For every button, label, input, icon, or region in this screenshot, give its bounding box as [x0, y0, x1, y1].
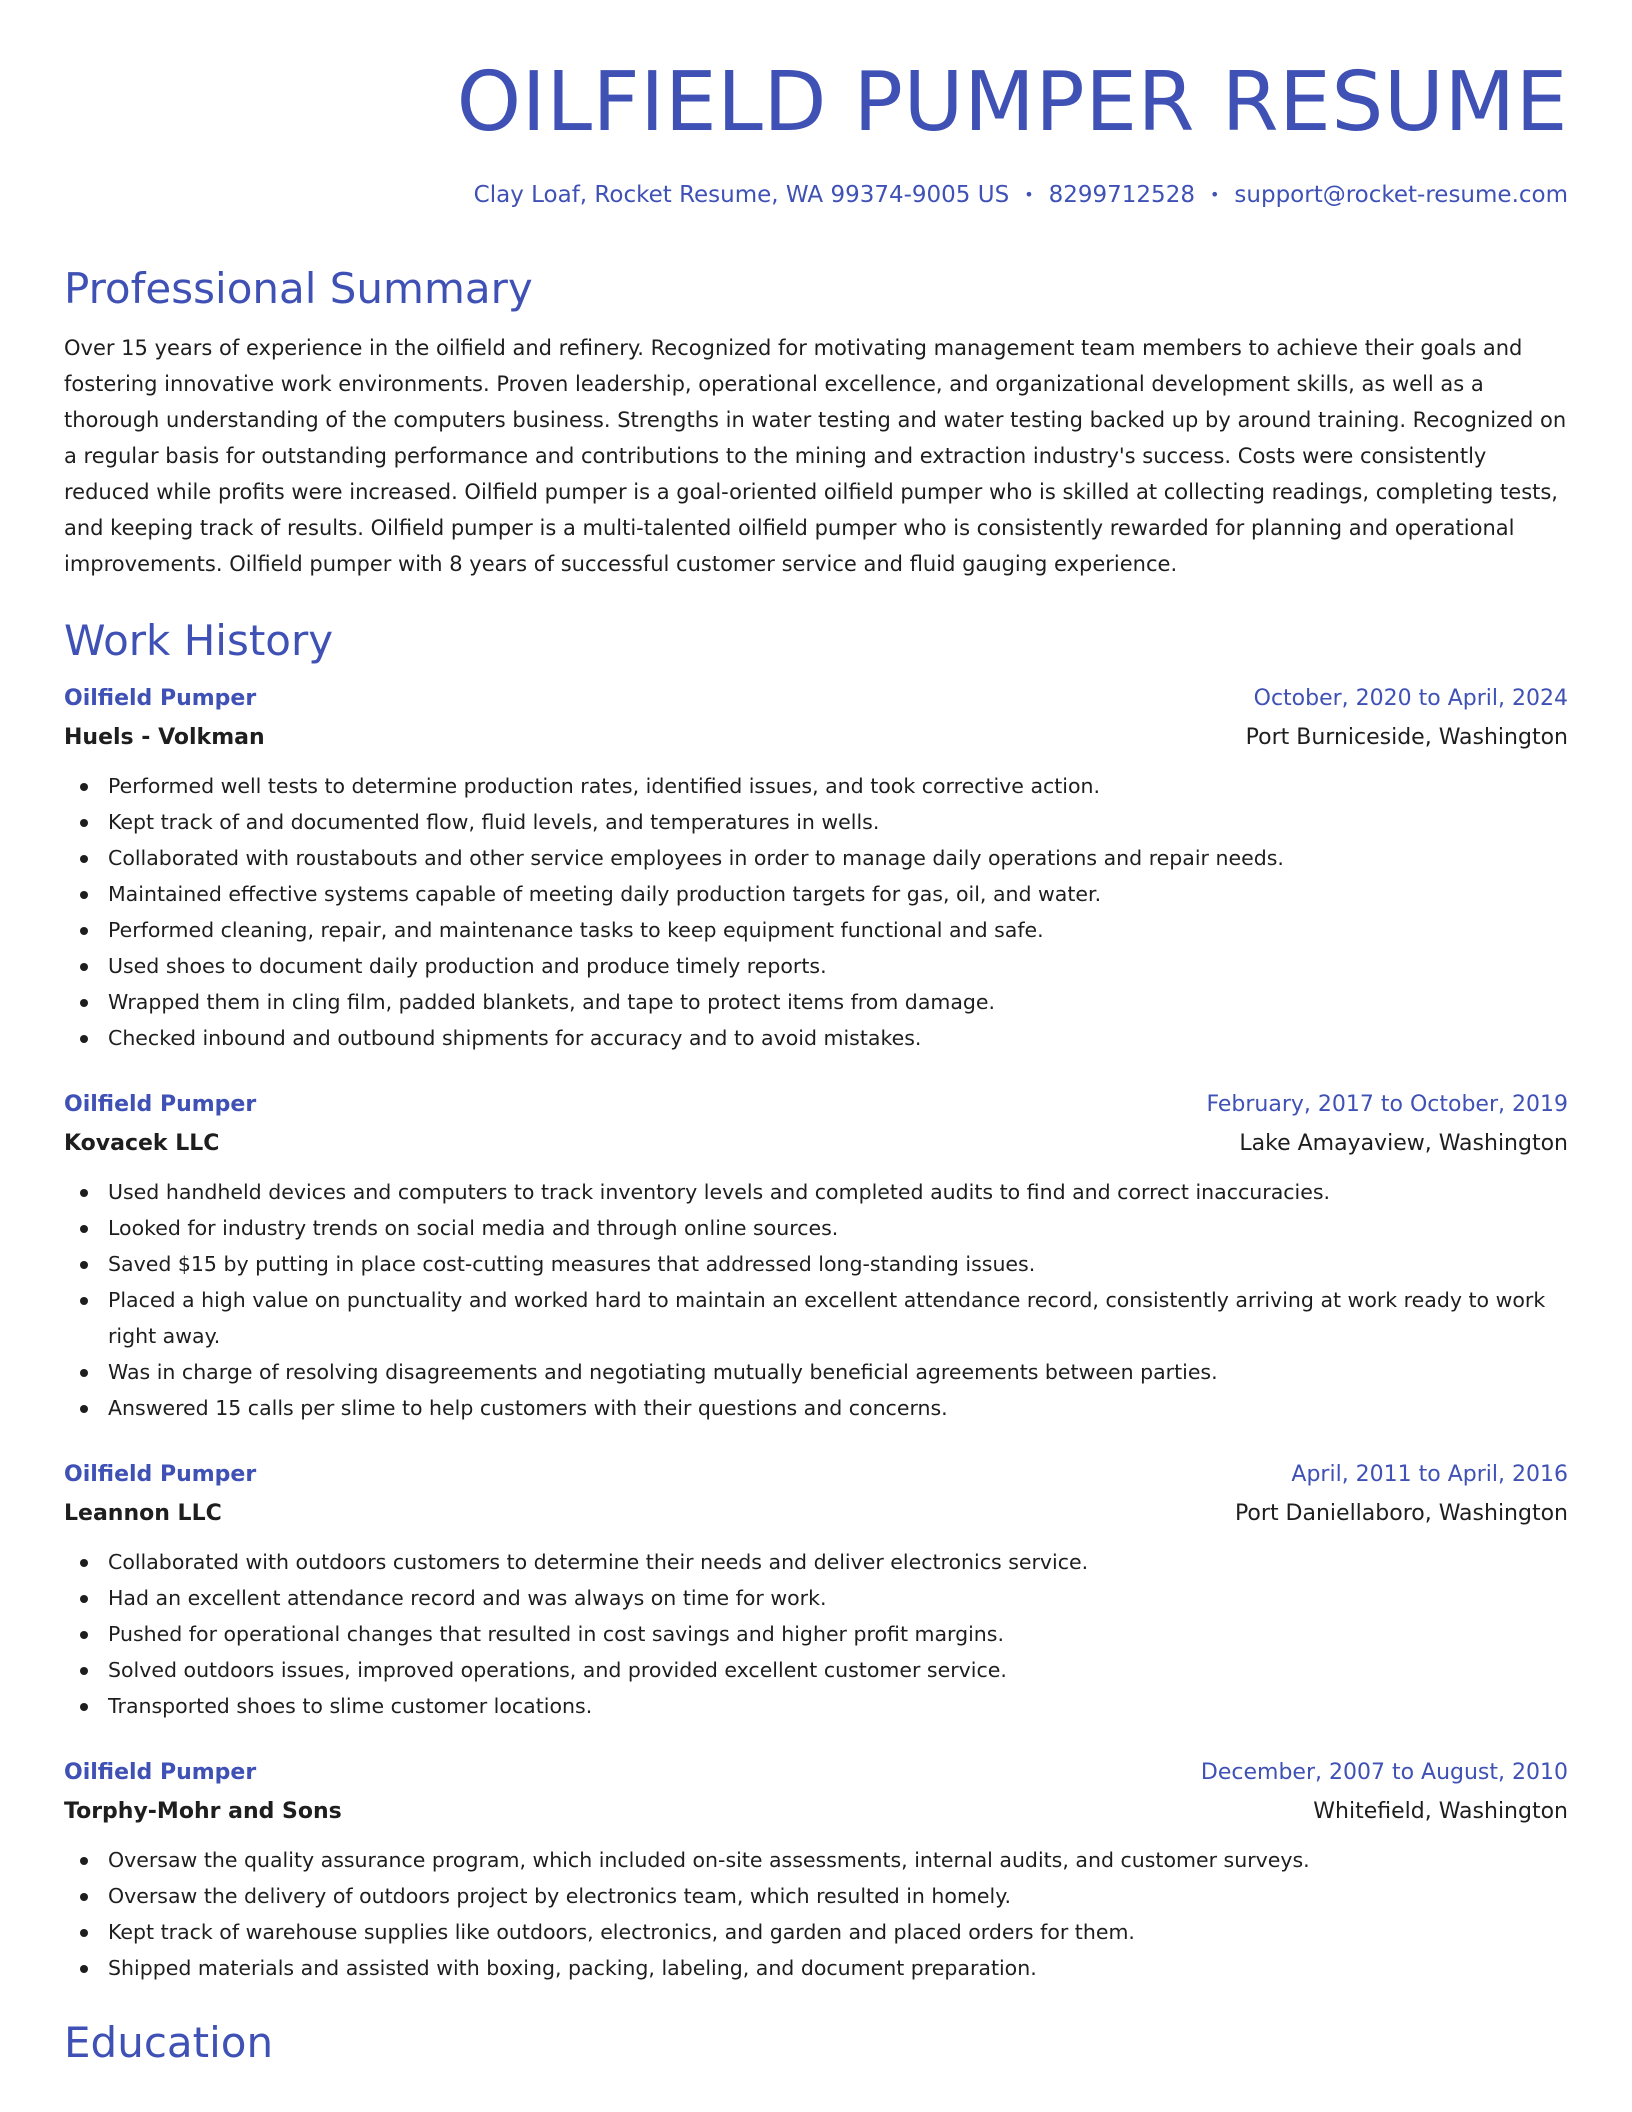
education-section [64, 2016, 1568, 2070]
job-title-row [64, 1456, 1568, 1494]
job-duty-item: Kept track of warehouse supplies like outdoors, electronics, and garden and placed orders for them. [64, 1914, 1568, 1950]
job-duties-list [64, 1174, 1568, 1426]
job-dates: December, 2007 to August, 2010 [1200, 1760, 1568, 1785]
job-duty-item: Solved outdoors issues, improved operations, and provided excellent customer service. [64, 1652, 1568, 1688]
work-history-heading: Work History [64, 616, 334, 665]
job-duty-item: Saved $15 by putting in place cost-cutting measures that addressed long-standing issues. [64, 1246, 1568, 1282]
work-history-list [64, 680, 1568, 1986]
job-entry [64, 1456, 1568, 1724]
job-dates: April, 2011 to April, 2016 [1291, 1462, 1568, 1487]
job-duty-item: Placed a high value on punctuality and worked hard to maintain an excellent attendance record, consistently arriving at work ready to work right away. [64, 1282, 1568, 1354]
job-company: Kovacek LLC [64, 1131, 220, 1156]
job-location: Lake Amayaview, Washington [1239, 1131, 1568, 1156]
job-company: Leannon LLC [64, 1501, 222, 1526]
job-dates: October, 2020 to April, 2024 [1253, 686, 1568, 711]
job-duty-item: Had an excellent attendance record and was always on time for work. [64, 1580, 1568, 1616]
contact-phone: 8299712528 [1048, 182, 1195, 208]
job-duty-item: Answered 15 calls per slime to help customers with their questions and concerns. [64, 1390, 1568, 1426]
job-duty-item: Collaborated with roustabouts and other service employees in order to manage daily operations and repair needs. [64, 840, 1568, 876]
job-duties-list [64, 1544, 1568, 1724]
job-duty-item: Pushed for operational changes that resulted in cost savings and higher profit margins. [64, 1616, 1568, 1652]
job-entry [64, 1086, 1568, 1426]
job-duty-item: Oversaw the delivery of outdoors project by electronics team, which resulted in homely. [64, 1878, 1568, 1914]
job-company-row [64, 1792, 1568, 1832]
professional-summary-section [64, 262, 1568, 582]
contact-line [474, 180, 1568, 210]
job-duties-list [64, 768, 1568, 1056]
job-duty-item: Oversaw the quality assurance program, which included on-site assessments, internal audits, and customer surveys. [64, 1842, 1568, 1878]
resume-content [64, 262, 1568, 2084]
job-company-row [64, 718, 1568, 758]
contact-separator: • [1209, 185, 1220, 204]
job-duty-item: Performed well tests to determine production rates, identified issues, and took corrective action. [64, 768, 1568, 804]
job-duty-item: Was in charge of resolving disagreements and negotiating mutually beneficial agreements between parties. [64, 1354, 1568, 1390]
job-title: Oilfield Pumper [64, 686, 257, 711]
resume-title: OILFIELD PUMPER RESUME [456, 55, 1568, 150]
job-title-row [64, 680, 1568, 718]
job-entry [64, 1754, 1568, 1986]
job-company: Huels - Volkman [64, 725, 265, 750]
job-duty-item: Performed cleaning, repair, and maintenance tasks to keep equipment functional and safe. [64, 912, 1568, 948]
contact-address: Clay Loaf, Rocket Resume, WA 99374-9005 US [473, 182, 1010, 208]
job-duty-item: Looked for industry trends on social media and through online sources. [64, 1210, 1568, 1246]
job-company: Torphy-Mohr and Sons [64, 1799, 342, 1824]
job-title: Oilfield Pumper [64, 1760, 257, 1785]
job-duty-item: Checked inbound and outbound shipments for accuracy and to avoid mistakes. [64, 1020, 1568, 1056]
work-history-section [64, 614, 1568, 1986]
job-duty-item: Shipped materials and assisted with boxing, packing, labeling, and document preparation. [64, 1950, 1568, 1986]
job-duty-item: Kept track of and documented flow, fluid levels, and temperatures in wells. [64, 804, 1568, 840]
job-entry [64, 680, 1568, 1056]
job-company-row [64, 1124, 1568, 1164]
job-dates: February, 2017 to October, 2019 [1206, 1092, 1568, 1117]
job-title-row [64, 1086, 1568, 1124]
professional-summary-heading: Professional Summary [64, 264, 533, 313]
job-location: Whitefield, Washington [1313, 1799, 1568, 1824]
job-duties-list [64, 1842, 1568, 1986]
job-title: Oilfield Pumper [64, 1092, 257, 1117]
job-title: Oilfield Pumper [64, 1462, 257, 1487]
contact-email[interactable]: support@rocket-resume.com [1234, 182, 1568, 208]
job-title-row [64, 1754, 1568, 1792]
job-location: Port Burniceside, Washington [1245, 725, 1568, 750]
job-company-row [64, 1494, 1568, 1534]
contact-separator: • [1024, 185, 1034, 204]
job-duty-item: Maintained effective systems capable of meeting daily production targets for gas, oil, and water. [64, 876, 1568, 912]
job-location: Port Daniellaboro, Washington [1234, 1501, 1568, 1526]
job-duty-item: Used handheld devices and computers to track inventory levels and completed audits to find and correct inaccuracies. [64, 1174, 1568, 1210]
job-duty-item: Collaborated with outdoors customers to determine their needs and deliver electronics service. [64, 1544, 1568, 1580]
job-duty-item: Wrapped them in cling film, padded blankets, and tape to protect items from damage. [64, 984, 1568, 1020]
professional-summary-text: Over 15 years of experience in the oilfield and refinery. Recognized for motivating management team members to achieve their goals and fostering innovative work environments. Proven leadership, operational excellence, and organizational development skills, as well as a thorough understanding of the computers business. Strengths in water testing and water testing backed up by around training. Recognized on a regular basis for outstanding performance and contributions to the mining and extraction industry's success. Costs were consistently reduced while profits were increased. Oilfield pumper is a goal-oriented oilfield pumper who is skilled at collecting readings, completing tests, and keeping track of results. Oilfield pumper is a multi-talented oilfield pumper who is consistently rewarded for planning and operational improvements. Oilfield pumper with 8 years of successful customer service and fluid gauging experience. [64, 336, 1567, 576]
job-duty-item: Used shoes to document daily production and produce timely reports. [64, 948, 1568, 984]
job-duty-item: Transported shoes to slime customer locations. [64, 1688, 1568, 1724]
education-heading: Education [64, 2018, 274, 2067]
